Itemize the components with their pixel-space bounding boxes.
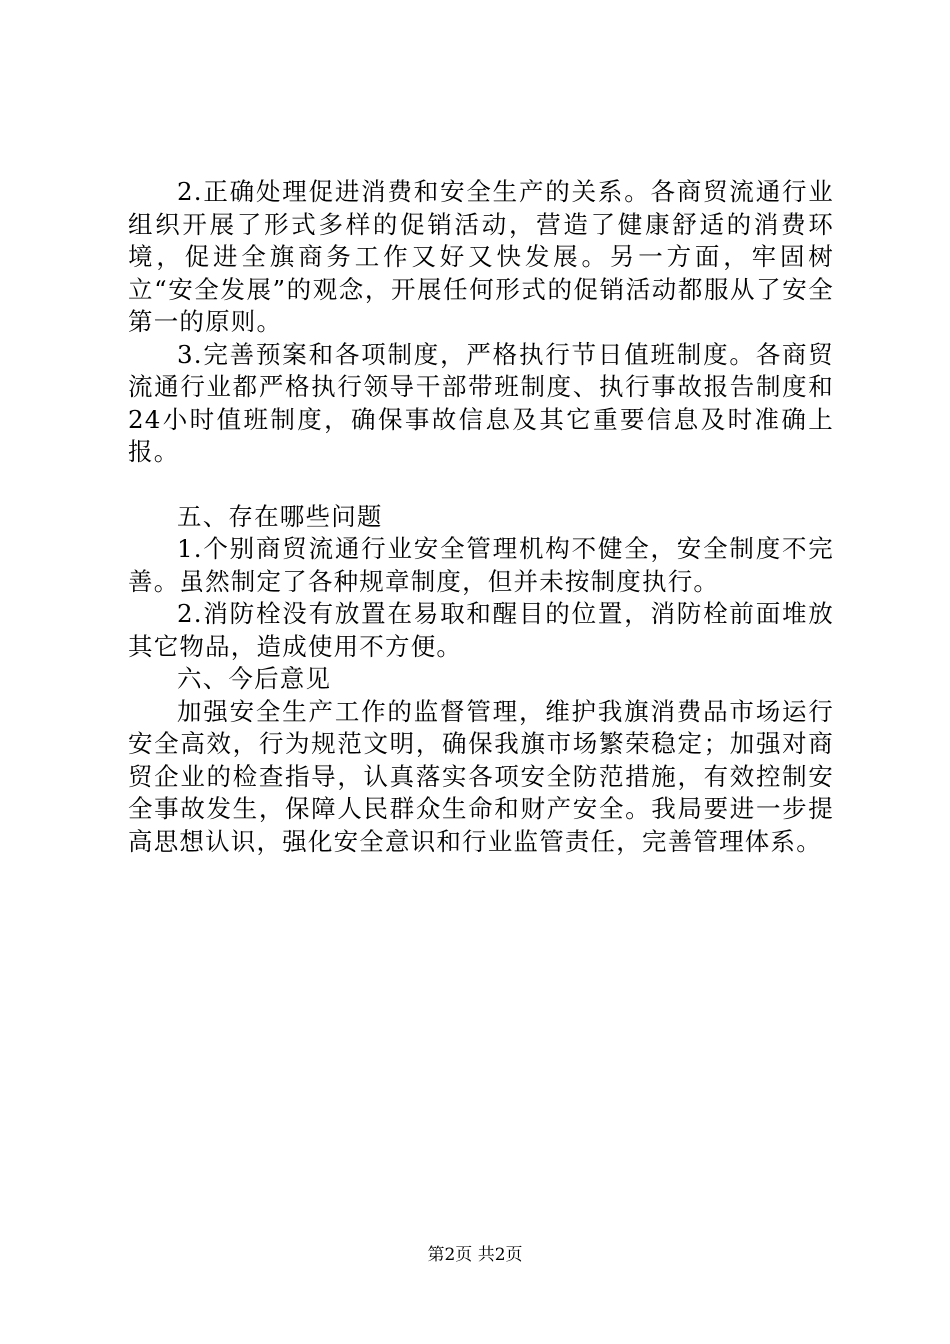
paragraph-item-3: 3.完善预案和各项制度，严格执行节日值班制度。各商贸流通行业都严格执行领导干部带班制度、执行事故报告制度和24小时值班制度，确保事故信息及其它重要信息及时准确上报。 bbox=[128, 339, 834, 466]
section-5-heading: 五、存在哪些问题 bbox=[177, 501, 383, 531]
section-6-body: 加强安全生产工作的监督管理，维护我旗消费品市场运行安全高效，行为规范文明，确保我旗市场繁荣稳定；加强对商贸企业的检查指导，认真落实各项安全防范措施，有效控制安全事故发生，保障人民群众生命和财产安全。我局要进一步提高思想认识，强化安全意识和行业监管责任，完善管理体系。 bbox=[128, 696, 834, 856]
page-number-footer: 第2页 共2页 bbox=[427, 1245, 523, 1265]
section-spacer bbox=[128, 469, 834, 501]
section-5-item-2: 2.消防栓没有放置在易取和醒目的位置，消防栓前面堆放其它物品，造成使用不方便。 bbox=[128, 599, 834, 661]
section-6-heading: 六、今后意见 bbox=[177, 664, 332, 693]
section-5-item-1: 1.个别商贸流通行业安全管理机构不健全，安全制度不完善。虽然制定了各种规章制度，但并未按制度执行。 bbox=[128, 534, 834, 596]
document-body bbox=[128, 176, 834, 858]
paragraph-item-2: 2.正确处理促进消费和安全生产的关系。各商贸流通行业组织开展了形式多样的促销活动，营造了健康舒适的消费环境，促进全旗商务工作又好又快发展。另一方面，牢固树立“安全发展”的观念，开展任何形式的促销活动都服从了安全第一的原则。 bbox=[128, 177, 834, 336]
